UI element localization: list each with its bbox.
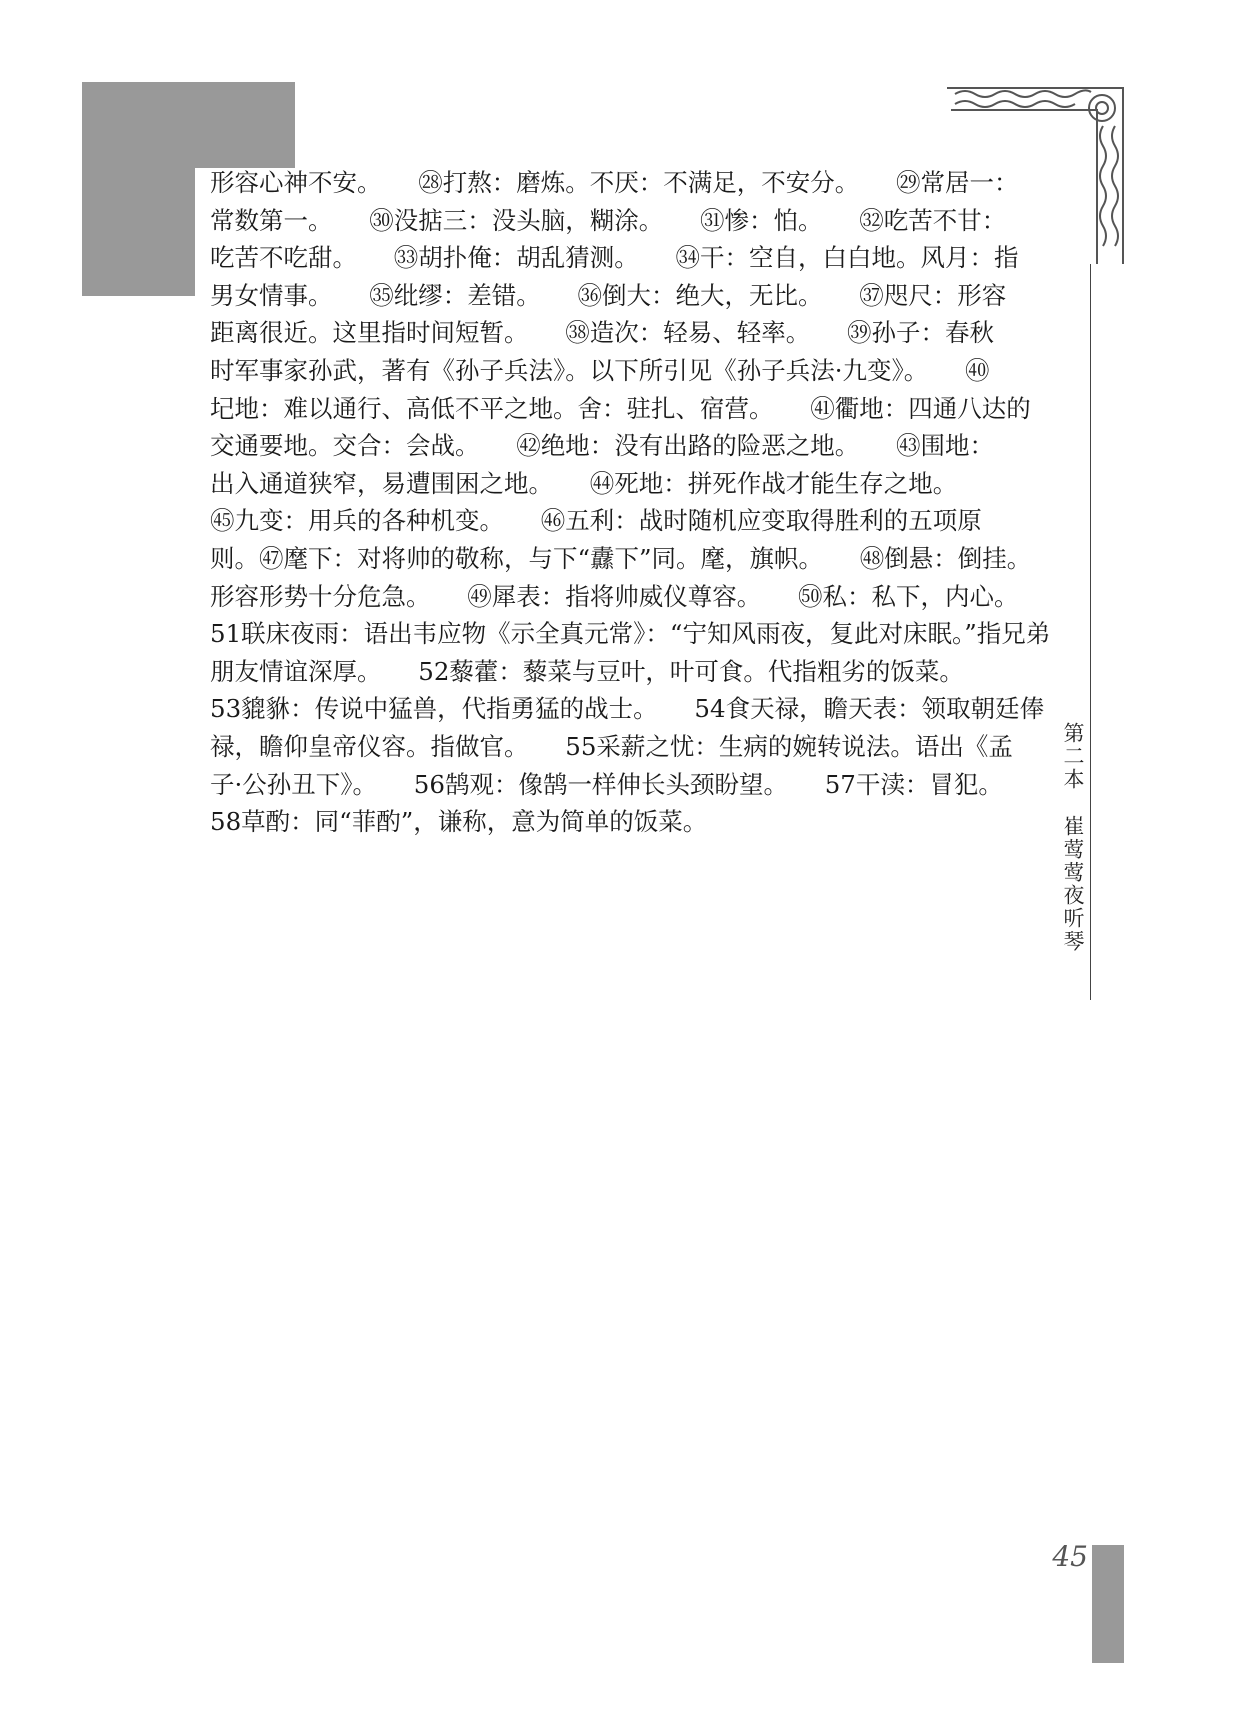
- text-line: 则。㊼麾下：对将帅的敬称，与下“纛下”同。麾，旗帜。 ㊽倒悬：倒挂。: [210, 543, 1032, 573]
- header-gray-block-lower: [82, 168, 195, 296]
- page-number: 45: [1052, 1540, 1088, 1573]
- text-line: 常数第一。 ㉚没掂三：没头脑，糊涂。 ㉛惨：怕。 ㉜吃苦不甘：: [210, 205, 1007, 235]
- running-section-title: [1058, 722, 1088, 953]
- text-line: 距离很近。这里指时间短暂。 ㊳造次：轻易、轻率。 ㊴孙子：春秋: [210, 318, 994, 348]
- header-gray-block: [82, 82, 295, 168]
- section-label: 崔莺莺夜听琴: [1061, 815, 1085, 953]
- text-line: 子·公孙丑下》。 56鹄观：像鹄一样伸长头颈盼望。 57干渎：冒犯。: [210, 769, 1003, 799]
- text-line: 时军事家孙武，著有《孙子兵法》。以下所引见《孙子兵法·九变》。 ㊵: [210, 355, 990, 385]
- text-line: 58草酌：同“菲酌”，谦称，意为简单的饭菜。: [210, 807, 708, 837]
- text-line: 朋友情谊深厚。 52藜藿：藜菜与豆叶，叶可食。代指粗劣的饭菜。: [210, 656, 964, 686]
- text-line: 出入通道狭窄，易遭围困之地。 ㊹死地：拼死作战才能生存之地。: [210, 468, 958, 498]
- text-line: 男女情事。 ㉟纰缪：差错。 ㊱倒大：绝大，无比。 ㊲咫尺：形容: [210, 280, 1007, 310]
- text-line: 形容心神不安。 ㉘打熬：磨炼。不厌：不满足，不安分。 ㉙常居一：: [210, 168, 1019, 197]
- text-line: 51联床夜雨：语出韦应物《示全真元常》：“宁知风雨夜，复此对床眠。”指兄弟: [210, 619, 1051, 649]
- text-line: 形容形势十分危急。 ㊾犀表：指将帅威仪尊容。 ㊿私：私下，内心。: [210, 581, 1019, 611]
- text-line: 交通要地。交合：会战。 ㊷绝地：没有出路的险恶之地。 ㊸围地：: [210, 431, 994, 461]
- margin-rule: [1090, 264, 1091, 1000]
- text-line: 53貔貅：传说中猛兽，代指勇猛的战士。 54食天禄，瞻天表：领取朝廷俸: [210, 694, 1045, 724]
- annotation-text-block: [210, 164, 1051, 841]
- text-line: 吃苦不吃甜。 ㉝胡扑俺：胡乱猜测。 ㉞干：空自，白白地。风月：指: [210, 243, 1019, 273]
- page-tab: [1092, 1545, 1124, 1663]
- text-line: ㊺九变：用兵的各种机变。 ㊻五利：战时随机应变取得胜利的五项原: [210, 506, 982, 536]
- chapter-label: 第二本: [1061, 722, 1085, 791]
- text-line: 禄，瞻仰皇帝仪容。指做官。 55采薪之忧：生病的婉转说法。语出《孟: [210, 731, 1013, 761]
- text-line: 圮地：难以通行、高低不平之地。舍：驻扎、宿营。 ㊶衢地：四通八达的: [210, 393, 1031, 423]
